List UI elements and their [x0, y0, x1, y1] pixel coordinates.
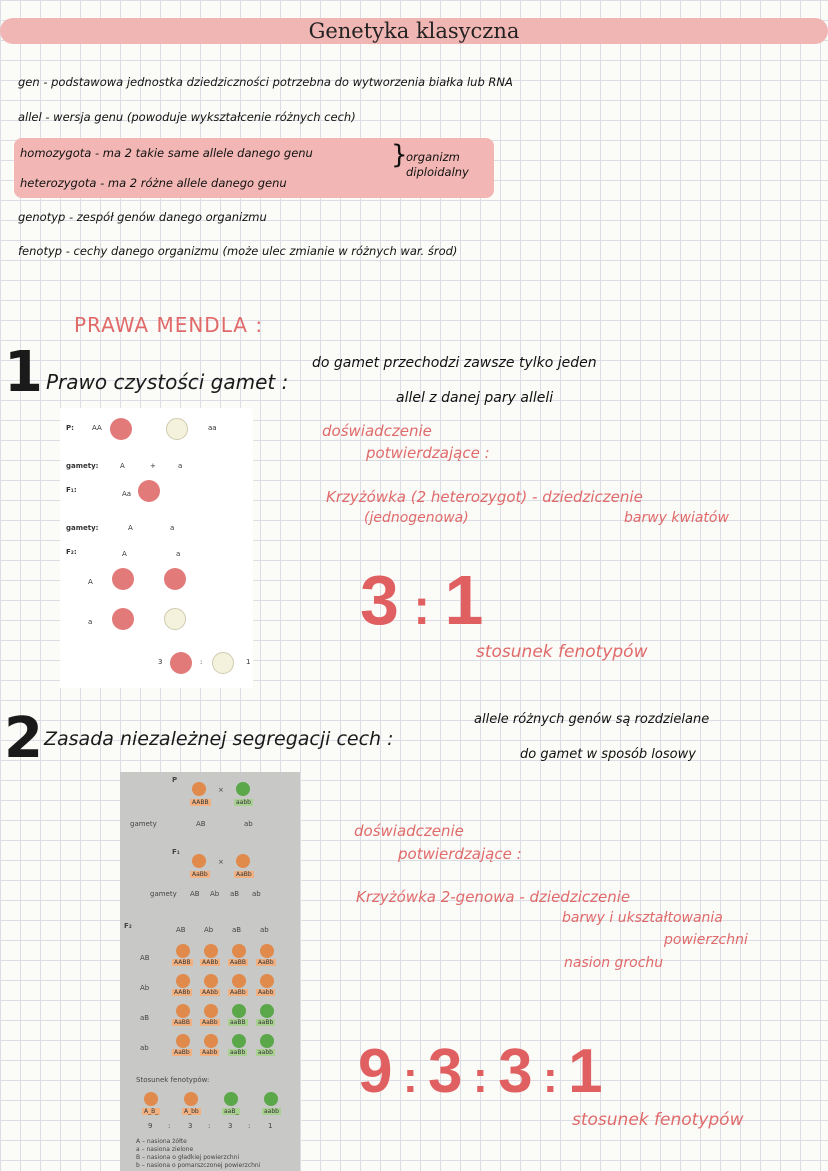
fig2-pheno: A_B_	[144, 1108, 159, 1115]
ratio-colon: :	[413, 579, 431, 635]
law2-number: 2	[4, 706, 43, 771]
law1-number: 1	[4, 340, 43, 405]
law2-cross-1: Krzyżówka 2-genowa - dziedziczenie	[356, 888, 631, 906]
law2-title: Zasada niezależnej segregacji cech :	[44, 728, 394, 750]
yellow-pea-icon	[204, 944, 218, 958]
fig2-p: P	[172, 776, 178, 784]
bracket-note-2: diploidalny	[406, 165, 469, 179]
cross-icon: ×	[218, 786, 224, 794]
ratio-colon: :	[402, 1053, 418, 1102]
fig2-row-3: aB	[140, 1014, 150, 1022]
green-pea-icon	[260, 1004, 274, 1018]
fig2-cell: AaBb	[174, 1049, 190, 1056]
fig1-plus: +	[150, 462, 156, 470]
fig2-aabb: aabb	[236, 799, 251, 806]
fig1-a: a	[178, 462, 183, 470]
fig2-cell: AaBb	[202, 1019, 218, 1026]
fig2-gamety: gamety	[130, 820, 157, 828]
law1-cross-3: barwy kwiatów	[624, 510, 729, 526]
fig1-f2: F₂:	[66, 548, 77, 556]
fig2-cell: AABB	[174, 959, 191, 966]
yellow-pea-icon	[176, 1034, 190, 1048]
fig1-p: P:	[66, 424, 74, 432]
green-pea-icon	[232, 1004, 246, 1018]
green-pea-icon	[224, 1092, 238, 1106]
fig1-a2: a	[170, 524, 175, 532]
fig1-A2: A	[128, 524, 133, 532]
fig2-cell: aaBB	[230, 1019, 246, 1026]
fig2-cell: AaBB	[174, 1019, 191, 1026]
ratio-colon: :	[543, 1053, 558, 1102]
fig1-gamety2: gamety:	[66, 524, 99, 532]
fig2-pheno: A_bb	[184, 1108, 199, 1115]
fig1-A: A	[120, 462, 125, 470]
fig1-ratio-3: 3	[158, 658, 163, 666]
fig2-cell: Aabb	[258, 989, 274, 996]
red-flower-icon	[110, 418, 132, 440]
law1-desc-1: do gamet przechodzi zawsze tylko jeden	[312, 355, 597, 371]
law1-cross-1: Krzyżówka (2 heterozygot) - dziedziczenie	[326, 488, 643, 506]
fig2-cell: AaBb	[258, 959, 274, 966]
ratio-value: 3	[428, 1037, 463, 1106]
fig1-f1: F₁:	[66, 486, 77, 494]
page-title: Genetyka klasyczna	[308, 19, 520, 43]
definition-homozygota: homozygota - ma 2 takie same allele danego genu	[20, 146, 313, 160]
yellow-pea-icon	[232, 974, 246, 988]
fig2-f1: F₁	[172, 848, 180, 856]
fig1-row-a: a	[88, 618, 93, 626]
fig2-ratio: 3	[228, 1122, 233, 1130]
white-flower-icon	[166, 418, 188, 440]
definition-allel: allel - wersja genu (powoduje wykształcenie różnych cech)	[18, 110, 356, 124]
law2-cross-4: nasion grochu	[564, 955, 664, 971]
fig2-row-1: AB	[140, 954, 150, 962]
law2-desc-1: allele różnych genów są rozdzielane	[474, 712, 710, 727]
white-flower-icon	[212, 652, 234, 674]
law1-exp-2: potwierdzające :	[366, 444, 490, 462]
law2-exp-1: doświadczenie	[354, 822, 464, 840]
fig2-row-4: ab	[140, 1044, 149, 1052]
yellow-pea-icon	[192, 782, 206, 796]
green-pea-icon	[260, 1034, 274, 1048]
fig2-ratio: :	[168, 1122, 171, 1130]
bracket-note-1: organizm	[406, 150, 460, 164]
fig2-gamete-4: ab	[252, 890, 261, 898]
yellow-pea-icon	[204, 974, 218, 988]
law1-ratio-label: stosunek fenotypów	[476, 642, 648, 662]
ratio-value: 3	[498, 1037, 533, 1106]
yellow-pea-icon	[184, 1092, 198, 1106]
fig1-ratio-1: 1	[246, 658, 251, 666]
definition-genotyp: genotyp - zespół genów danego organizmu	[18, 210, 267, 224]
law2-cross-2: barwy i ukształtowania	[562, 910, 723, 926]
fig2-cell: aaBb	[230, 1049, 246, 1056]
fig2-legend-4: b – nasiona o pomarszczonej powierzchni	[136, 1162, 261, 1169]
fig2-cell: AAbb	[202, 989, 218, 996]
definition-gen: gen - podstawowa jednostka dziedziczności potrzebna do wytworzenia białka lub RNA	[18, 75, 513, 89]
yellow-pea-icon	[144, 1092, 158, 1106]
fig1-aa: aa	[208, 424, 217, 432]
ratio-colon: :	[472, 1053, 488, 1102]
fig2-ratio: 9	[148, 1122, 153, 1130]
fig2-col-2: Ab	[204, 926, 214, 934]
fig2-pheno: aaB_	[224, 1108, 239, 1115]
ratio-value: 1	[568, 1037, 603, 1106]
green-pea-icon	[236, 782, 250, 796]
fig1-ratio-colon: :	[200, 658, 203, 666]
fig2-ratio: 3	[188, 1122, 193, 1130]
law2-desc-2: do gamet w sposób losowy	[520, 747, 696, 762]
fig2-ab: ab	[244, 820, 253, 828]
law1-exp-1: doświadczenie	[322, 422, 432, 440]
ratio-value: 9	[358, 1037, 393, 1106]
fig2-ratio: :	[208, 1122, 211, 1130]
red-flower-icon	[138, 480, 160, 502]
ratio-value: 3	[360, 561, 399, 639]
fig2-gamete-2: Ab	[210, 890, 220, 898]
fig2-cell: AaBb	[230, 989, 246, 996]
fig1-row-A: A	[88, 578, 93, 586]
fig2-AABB: AABB	[192, 799, 209, 806]
fig2-cell: Aabb	[202, 1049, 218, 1056]
fig2-AaBb-1: AaBb	[192, 871, 208, 878]
fig2-cell: AaBB	[230, 959, 247, 966]
fig2-col-4: ab	[260, 926, 269, 934]
yellow-pea-icon	[204, 1034, 218, 1048]
yellow-pea-icon	[176, 1004, 190, 1018]
cross-icon: ×	[218, 858, 224, 866]
red-flower-icon	[112, 568, 134, 590]
fig2-legend-2: a – nasiona zielone	[136, 1146, 194, 1153]
fig2-cell: AABb	[202, 959, 219, 966]
fig2-gamete-3: aB	[230, 890, 240, 898]
fig2-row-2: Ab	[140, 984, 150, 992]
red-flower-icon	[164, 568, 186, 590]
green-pea-icon	[264, 1092, 278, 1106]
fig2-AaBb-2: AaBb	[236, 871, 252, 878]
law2-ratio-label: stosunek fenotypów	[572, 1110, 744, 1130]
law2-exp-2: potwierdzające :	[398, 845, 522, 863]
law1-title: Prawo czystości gamet :	[46, 370, 289, 394]
fig1-gamety: gamety:	[66, 462, 99, 470]
green-pea-icon	[232, 1034, 246, 1048]
yellow-pea-icon	[176, 974, 190, 988]
fig2-col-1: AB	[176, 926, 186, 934]
yellow-pea-icon	[204, 1004, 218, 1018]
law2-ratio	[358, 1036, 603, 1107]
fig2-AB: AB	[196, 820, 206, 828]
definition-fenotyp: fenotyp - cechy danego organizmu (może ulec zmianie w różnych war. środ)	[18, 244, 458, 258]
yellow-pea-icon	[260, 974, 274, 988]
figure-dihybrid-cross	[120, 772, 300, 1171]
fig2-col-3: aB	[232, 926, 242, 934]
yellow-pea-icon	[236, 854, 250, 868]
yellow-pea-icon	[260, 944, 274, 958]
fig1-Aa: Aa	[122, 490, 132, 498]
fig1-AA: AA	[92, 424, 102, 432]
fig2-stosunek-label: Stosunek fenotypów:	[136, 1076, 210, 1084]
fig2-legend-3: B – nasiona o gładkiej powierzchni	[136, 1154, 240, 1161]
white-flower-icon	[164, 608, 186, 630]
law1-cross-2: (jednogenowa)	[364, 510, 469, 526]
fig2-gamete-1: AB	[190, 890, 200, 898]
fig2-cell: aaBb	[258, 1019, 274, 1026]
law1-desc-2: allel z danej pary alleli	[396, 390, 554, 406]
mendel-heading: PRAWA MENDLA :	[74, 313, 264, 337]
definition-heterozygota: heterozygota - ma 2 różne allele danego genu	[20, 176, 287, 190]
law2-cross-3: powierzchni	[664, 932, 748, 948]
fig2-cell: aabb	[258, 1049, 273, 1056]
red-flower-icon	[170, 652, 192, 674]
yellow-pea-icon	[176, 944, 190, 958]
fig2-cell: AABb	[174, 989, 191, 996]
fig2-ratio: :	[248, 1122, 251, 1130]
ratio-value: 1	[444, 561, 484, 639]
figure-monohybrid-cross	[60, 408, 253, 688]
fig2-f2: F₂	[124, 922, 132, 930]
fig1-col-A: A	[122, 550, 127, 558]
fig2-legend-1: A – nasiona żółte	[136, 1138, 187, 1145]
yellow-pea-icon	[192, 854, 206, 868]
fig2-ratio: 1	[268, 1122, 273, 1130]
brace: }	[391, 140, 408, 170]
red-flower-icon	[112, 608, 134, 630]
fig2-gamety-2: gamety	[150, 890, 177, 898]
law1-ratio	[360, 560, 483, 640]
fig2-pheno: aabb	[264, 1108, 279, 1115]
fig1-col-a: a	[176, 550, 181, 558]
yellow-pea-icon	[232, 944, 246, 958]
